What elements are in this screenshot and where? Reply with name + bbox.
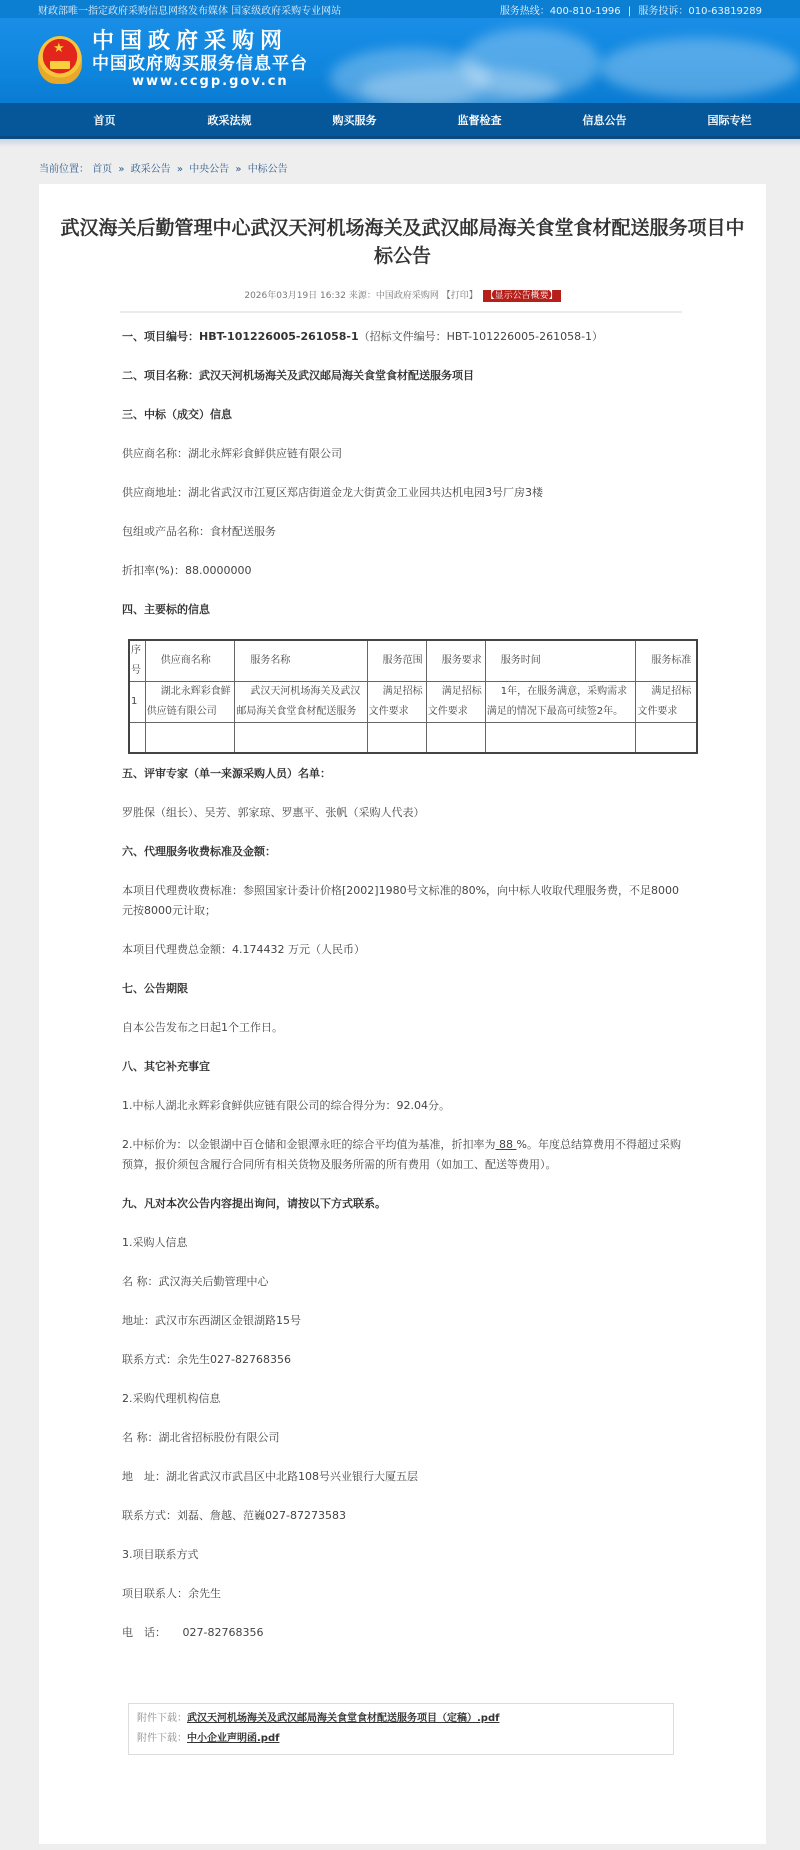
nav-announcements[interactable]: 信息公告 [582,113,627,127]
cell-index: 1 [129,682,145,723]
discount-rate-value: 88 [495,1137,517,1151]
supplier-name: 供应商名称：湖北永辉彩食鲜供应链有限公司 [122,447,342,460]
purchaser-heading: 1.采购人信息 [122,1235,188,1249]
section-items-heading: 四、主要标的信息 [122,603,210,616]
announcement-period: 自本公告发布之日起1个工作日。 [122,1020,283,1034]
top-info-bar [0,0,800,18]
attachment-item [137,1729,665,1749]
nav-regulations[interactable]: 政采法规 [207,113,252,127]
article-card [39,184,766,1844]
cell-service-standard: 满足招标文件要求 [636,682,697,723]
article-meta [39,288,766,301]
print-link[interactable]: 【打印】 [441,291,478,301]
article-source: 来源：中国政府采购网 [348,291,439,301]
attachment-label: 附件下载： [137,1732,187,1744]
site-logo[interactable] [38,30,308,90]
package-name: 包组或产品名称：食材配送服务 [122,525,276,538]
agency-heading: 2.采购代理机构信息 [122,1391,221,1405]
breadcrumb-sep: » [118,164,125,175]
th-service-requirement: 服务要求 [426,640,485,682]
service-hotline: 服务热线：400-810-1996 [499,5,621,17]
service-complaint: 服务投诉：010-63819289 [638,5,762,17]
project-name: 武汉天河机场海关及武汉邮局海关食堂食材配送服务项目 [199,369,474,382]
section-other-heading: 八、其它补充事宜 [122,1059,210,1073]
purchaser-name: 名 称：武汉海关后勤管理中心 [122,1274,269,1288]
discount-rate: 折扣率(%)：88.0000000 [122,564,252,577]
cell-service-name: 武汉天河机场海关及武汉邮局海关食堂食材配送服务 [235,682,367,723]
attachment-link-tender-doc[interactable]: 武汉天河机场海关及武汉邮局海关食堂食材配送服务项目（定稿）.pdf [187,1712,500,1724]
nav-home[interactable]: 首页 [93,113,116,127]
agency-name: 名 称：湖北省招标股份有限公司 [122,1430,280,1444]
national-emblem-icon: ★ [38,36,82,84]
show-summary-button[interactable]: 【显示公告概要】 [483,290,561,302]
cell-service-time: 1年，在服务满意，采购需求满足的情况下最高可续签2年。 [485,682,636,723]
breadcrumb [0,147,800,184]
agency-address: 地 址：湖北省武汉市武昌区中北路108号兴业银行大厦五层 [122,1469,418,1483]
table-row [129,682,697,723]
attachment-item [137,1709,665,1729]
section-award-heading: 三、中标（成交）信息 [122,408,232,421]
purchaser-address: 地址：武汉市东西湖区金银湖路15号 [122,1313,301,1327]
breadcrumb-sep: » [176,164,183,175]
experts-list: 罗胜保（组长）、吴芳、郭家琼、罗惠平、张帆（采购人代表） [122,805,425,819]
items-table [128,639,698,754]
fee-standard: 本项目代理费收费标准：参照国家计委计价格[2002]1980号文标准的80%，向中标人收取代理服务费，不足8000元按8000元计取； [122,883,680,917]
article-title: 武汉海关后勤管理中心武汉天河机场海关及武汉邮局海关食堂食材配送服务项目中标公告 [60,217,745,267]
section-project-name: 二、项目名称：武汉天河机场海关及武汉邮局海关食堂食材配送服务项目 [122,369,474,382]
attachment-link-sme-declaration[interactable]: 中小企业声明函.pdf [187,1732,280,1744]
th-supplier: 供应商名称 [145,640,235,682]
divider: | [627,5,632,17]
breadcrumb-central[interactable]: 中央公告 [189,164,230,175]
project-contact-phone: 电 话： 027-82768356 [122,1625,264,1639]
nav-purchase-services[interactable]: 购买服务 [332,113,377,127]
logo-url: www.ccgp.gov.cn [132,74,289,89]
site-banner [0,18,800,103]
breadcrumb-award[interactable]: 中标公告 [247,164,288,175]
cell-service-requirement: 满足招标文件要求 [426,682,485,723]
other-item-price: 2.中标价为：以金银湖中百仓储和金银潭永旺的综合平均值为基准，折扣率为 88 %。年度总结算费用不得超过采购预算，报价须包含履行合同所有相关货物及服务所需的所有费用（如加工、配送等费用）。 [122,1137,681,1171]
nav-international[interactable]: 国际专栏 [707,113,752,127]
section-period-heading: 七、公告期限 [122,981,188,995]
table-row-empty [129,723,697,753]
project-contact-person: 项目联系人：余先生 [122,1586,221,1600]
supplier-address: 供应商地址：湖北省武汉市江夏区郑店街道金龙大街黄金工业园共达机电园3号厂房3楼 [122,486,543,499]
site-slogan: 财政部唯一指定政府采购信息网络发布媒体 国家级政府采购专业网站 [38,5,342,17]
other-item-score: 1.中标人湖北永辉彩食鲜供应链有限公司的综合得分为：92.04分。 [122,1098,450,1112]
logo-subtitle: 中国政府购买服务信息平台 [92,54,308,74]
publish-datetime: 2026年03月19日 16:32 [244,291,346,301]
project-code: HBT-101226005-261058-1 [199,330,359,343]
th-service-name: 服务名称 [235,640,367,682]
th-index: 序号 [129,640,145,682]
tender-doc-code: （招标文件编号：HBT-101226005-261058-1） [358,330,604,343]
fee-amount: 本项目代理费总金额：4.174432 万元（人民币） [122,942,365,956]
project-contact-heading: 3.项目联系方式 [122,1547,199,1561]
section-project-code: 一、项目编号：HBT-101226005-261058-1（招标文件编号：HBT-101226005-261058-1） [122,330,604,343]
nav-shadow [0,139,800,147]
breadcrumb-home[interactable]: 首页 [92,164,113,175]
breadcrumb-label: 当前位置： [39,164,89,175]
section-fee-heading: 六、代理服务收费标准及金额： [122,844,276,858]
cell-service-scope: 满足招标文件要求 [367,682,426,723]
breadcrumb-sep: » [235,164,242,175]
table-header-row [129,640,697,682]
attachment-label: 附件下载： [137,1712,187,1724]
article-body [39,313,766,1643]
service-contacts [498,2,764,17]
th-service-time: 服务时间 [485,640,636,682]
cell-supplier: 湖北永辉彩食鲜供应链有限公司 [145,682,235,723]
th-service-standard: 服务标准 [636,640,697,682]
th-service-scope: 服务范围 [367,640,426,682]
logo-title: 中国政府采购网 [92,29,289,54]
nav-supervision[interactable]: 监督检查 [457,113,502,127]
main-nav [0,103,800,139]
section-experts-heading: 五、评审专家（单一来源采购人员）名单： [122,766,331,780]
attachments-box [128,1703,674,1755]
agency-contact: 联系方式：刘磊、詹越、范巍027-87273583 [122,1508,346,1522]
section-contact-heading: 九、凡对本次公告内容提出询问，请按以下方式联系。 [122,1196,386,1210]
breadcrumb-announcements[interactable]: 政采公告 [130,164,171,175]
purchaser-contact: 联系方式：余先生027-82768356 [122,1352,291,1366]
